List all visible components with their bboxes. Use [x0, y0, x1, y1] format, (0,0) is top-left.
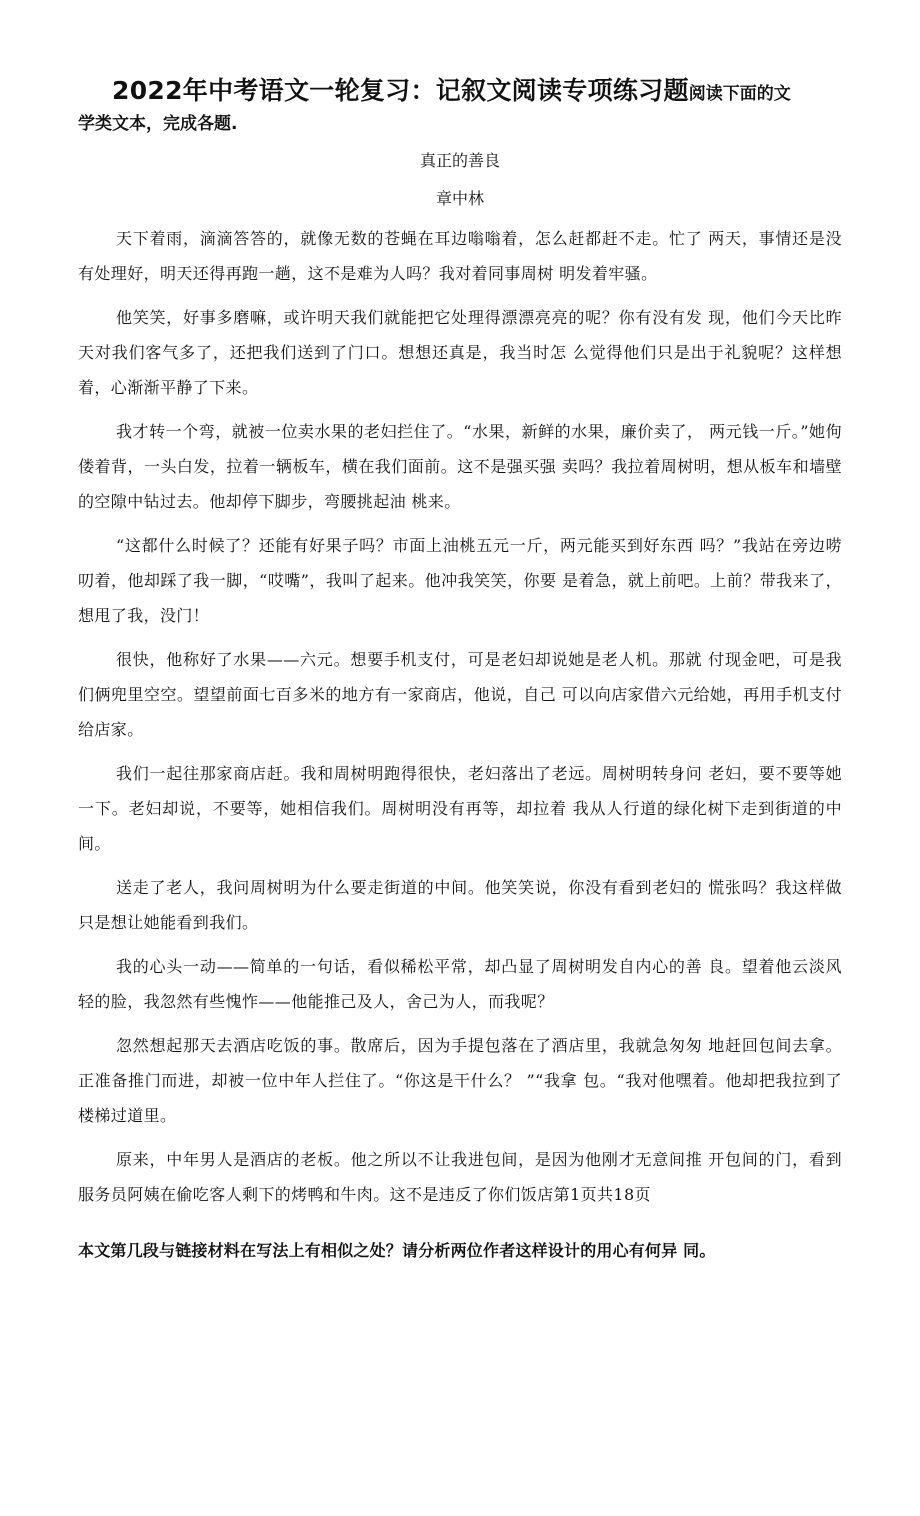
paragraph-8: 我的心头一动——简单的一句话，看似稀松平常，却凸显了周树明发自内心的善 良。望着他云淡风轻的脸，我忽然有些愧怍——他能推己及人，舍己为人，而我呢？: [78, 957, 842, 1011]
heading-tail: 阅读下面的文: [688, 84, 791, 104]
story-title: 真正的善良: [419, 151, 500, 170]
question-text: 本文第几段与链接材料在写法上有相似之处？请分析两位作者这样设计的用心有何异 同。: [78, 1241, 716, 1260]
paragraph-3: 我才转一个弯，就被一位卖水果的老妇拦住了。“水果，新鲜的水果，廉价卖了， 两元钱一斤。”她佝偻着背，一头白发，拉着一辆板车，横在我们面前。这不是强买强 卖吗？我拉着周树明，想从板车和墙壁的空隙中钻过去。他却停下脚步，弯腰挑起油 桃来。: [78, 422, 842, 511]
paragraph-9: 忽然想起那天去酒店吃饭的事。散席后，因为手提包落在了酒店里，我就急匆匆 地赶回包间去拿。正准备推门而进，却被一位中年人拦住了。“你这是干什么？ ”“我拿 包。“我对他嘿着。他却把我拉到了楼梯过道里。: [78, 1036, 842, 1125]
paragraph-10: 原来，中年男人是酒店的老板。他之所以不让我进包间，是因为他刚才无意间推 开包间的门，看到服务员阿姨在偷吃客人剩下的烤鸭和牛肉。这不是违反了你们饭店第1页共18页: [78, 1150, 842, 1204]
document-heading: [78, 76, 842, 139]
document-page: [78, 76, 842, 1264]
paragraph-7: 送走了老人，我问周树明为什么要走街道的中间。他笑笑说，你没有看到老妇的 慌张吗？我这样做只是想让她能看到我们。: [78, 878, 842, 932]
paragraph-2: 他笑笑，好事多磨嘛，或许明天我们就能把它处理得漂漂亮亮的呢？你有没有发 现，他们今天比昨天对我们客气多了，还把我们送到了门口。想想还真是，我当时怎 么觉得他们只是出于礼貌呢？这样想着，心渐渐平静了下来。: [78, 308, 842, 397]
heading-main: 2022年中考语文一轮复习：记叙文阅读专项练习题: [112, 76, 689, 105]
paragraph-1: 天下着雨，滴滴答答的，就像无数的苍蝇在耳边嗡嗡着，怎么赶都赶不走。忙了 两天，事情还是没有处理好，明天还得再跑一趟，这不是难为人吗？我对着同事周树 明发着牢骚。: [78, 229, 842, 283]
paragraph-5: 很快，他称好了水果——六元。想要手机支付，可是老妇却说她是老人机。那就 付现金吧，可是我们俩兜里空空。望望前面七百多米的地方有一家商店，他说，自己 可以向店家借六元给她，再用手机支付给店家。: [78, 650, 842, 739]
heading-tail-continued: 学类文本，完成各题.: [78, 114, 238, 134]
paragraph-6: 我们一起往那家商店赶。我和周树明跑得很快，老妇落出了老远。周树明转身问 老妇，要不要等她一下。老妇却说，不要等，她相信我们。周树明没有再等，却拉着 我从人行道的绿化树下走到街道的中间。: [78, 764, 842, 853]
paragraph-4: “这都什么时候了？还能有好果子吗？市面上油桃五元一斤，两元能买到好东西 吗？”我站在旁边唠叨着，他却踩了我一脚，“哎嘴”，我叫了起来。他冲我笑笑，你要 是着急，就上前吧。上前？带我来了，想甩了我，没门！: [78, 536, 842, 625]
story-author: 章中林: [435, 189, 484, 208]
